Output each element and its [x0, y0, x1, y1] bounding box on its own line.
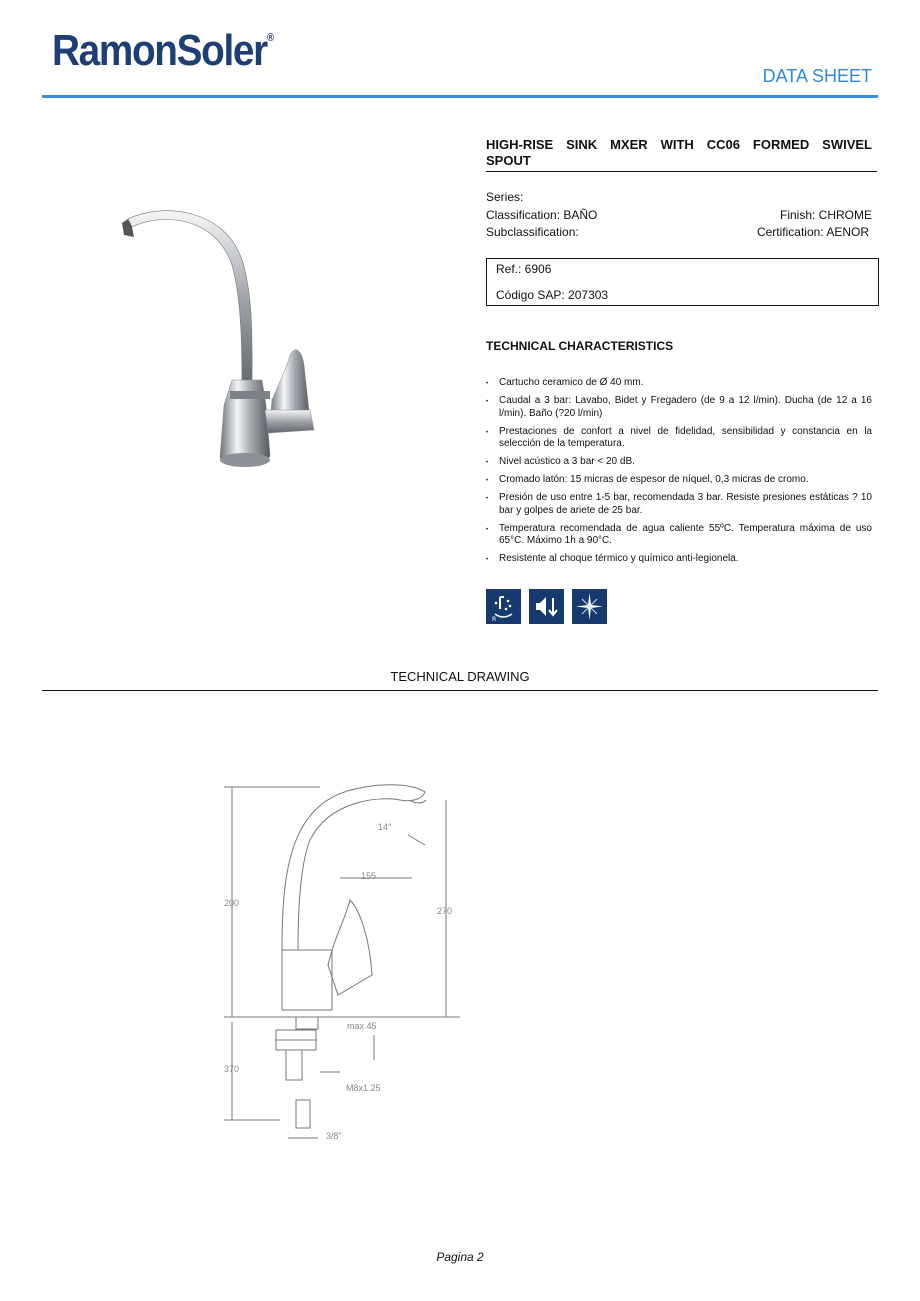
list-item: • Caudal a 3 bar: Lavabo, Bidet y Fregadero (de 9 a 12 l/min). Ducha (de 12 a 16 l/min). Baño (?20 l/min): [486, 395, 872, 420]
list-item: • Cromado latón: 15 micras de espesor de níquel, 0,3 micras de cromo.: [486, 474, 872, 487]
page-number: Pagina 2: [436, 1250, 484, 1264]
reference-box: [486, 258, 879, 306]
technical-drawing: [210, 760, 470, 1150]
list-item: • Prestaciones de confort a nivel de fidelidad, sensibilidad y constancia en la selección de la temperatura.: [486, 426, 872, 451]
certification: Certification: AENOR: [756, 225, 869, 239]
list-item: • Cartucho ceramico de Ø 40 mm.: [486, 377, 872, 390]
dim-below: 370: [224, 1064, 240, 1074]
drawing-heading: TECHNICAL DRAWING: [390, 669, 530, 684]
low-noise-icon: [529, 589, 564, 624]
sap-code: Código SAP: 207303: [496, 288, 609, 302]
product-title-line1: HIGH-RISE SINK MXER WITH CC06 FORMED SWIVEL: [486, 137, 872, 152]
dim-reach: 155: [361, 871, 377, 881]
dim-angle: 14°: [378, 822, 392, 832]
technical-heading: TECHNICAL CHARACTERISTICS: [486, 339, 674, 353]
chrome-shine-icon: [572, 589, 607, 624]
header-divider: [42, 95, 878, 98]
dim-max-deck: max.45: [347, 1021, 377, 1031]
finish: Finish: CHROME: [779, 208, 872, 222]
ref-number: Ref.: 6906: [496, 262, 552, 276]
dim-thread: M8x1.25: [346, 1083, 381, 1093]
product-photo: [120, 205, 320, 475]
list-item: • Resistente al choque térmico y químico anti-legionela.: [486, 553, 872, 566]
drawing-divider: [42, 690, 878, 691]
series-label: Series:: [486, 190, 524, 204]
dim-height-right: 270: [437, 906, 453, 916]
svg-text:R: R: [492, 616, 497, 623]
subclassification: Subclassification:: [486, 225, 579, 239]
feature-icons: [486, 589, 607, 624]
technical-list: [486, 377, 872, 571]
list-item: • Nivel acústico a 3 bar < 20 dB.: [486, 456, 872, 469]
swivel-spout-icon: [486, 589, 521, 624]
dim-hose: 3/8": [326, 1131, 342, 1141]
list-item: • Temperatura recomendada de agua caliente 55ºC. Temperatura máxima de uso 65°C. Máximo 1h a 90°C.: [486, 523, 872, 548]
doc-type-label: DATA SHEET: [762, 66, 872, 86]
brand-logo: RamonSoler®: [52, 26, 275, 75]
title-divider: [486, 171, 877, 172]
list-item: • Presión de uso entre 1-5 bar, recomendada 3 bar. Resiste presiones estáticas ? 10 bar y golpes de ariete de 25 bar.: [486, 492, 872, 517]
classification: Classification: BAÑO: [486, 208, 598, 222]
dim-height-left: 200: [224, 898, 240, 908]
product-title-line2: SPOUT: [486, 153, 531, 168]
